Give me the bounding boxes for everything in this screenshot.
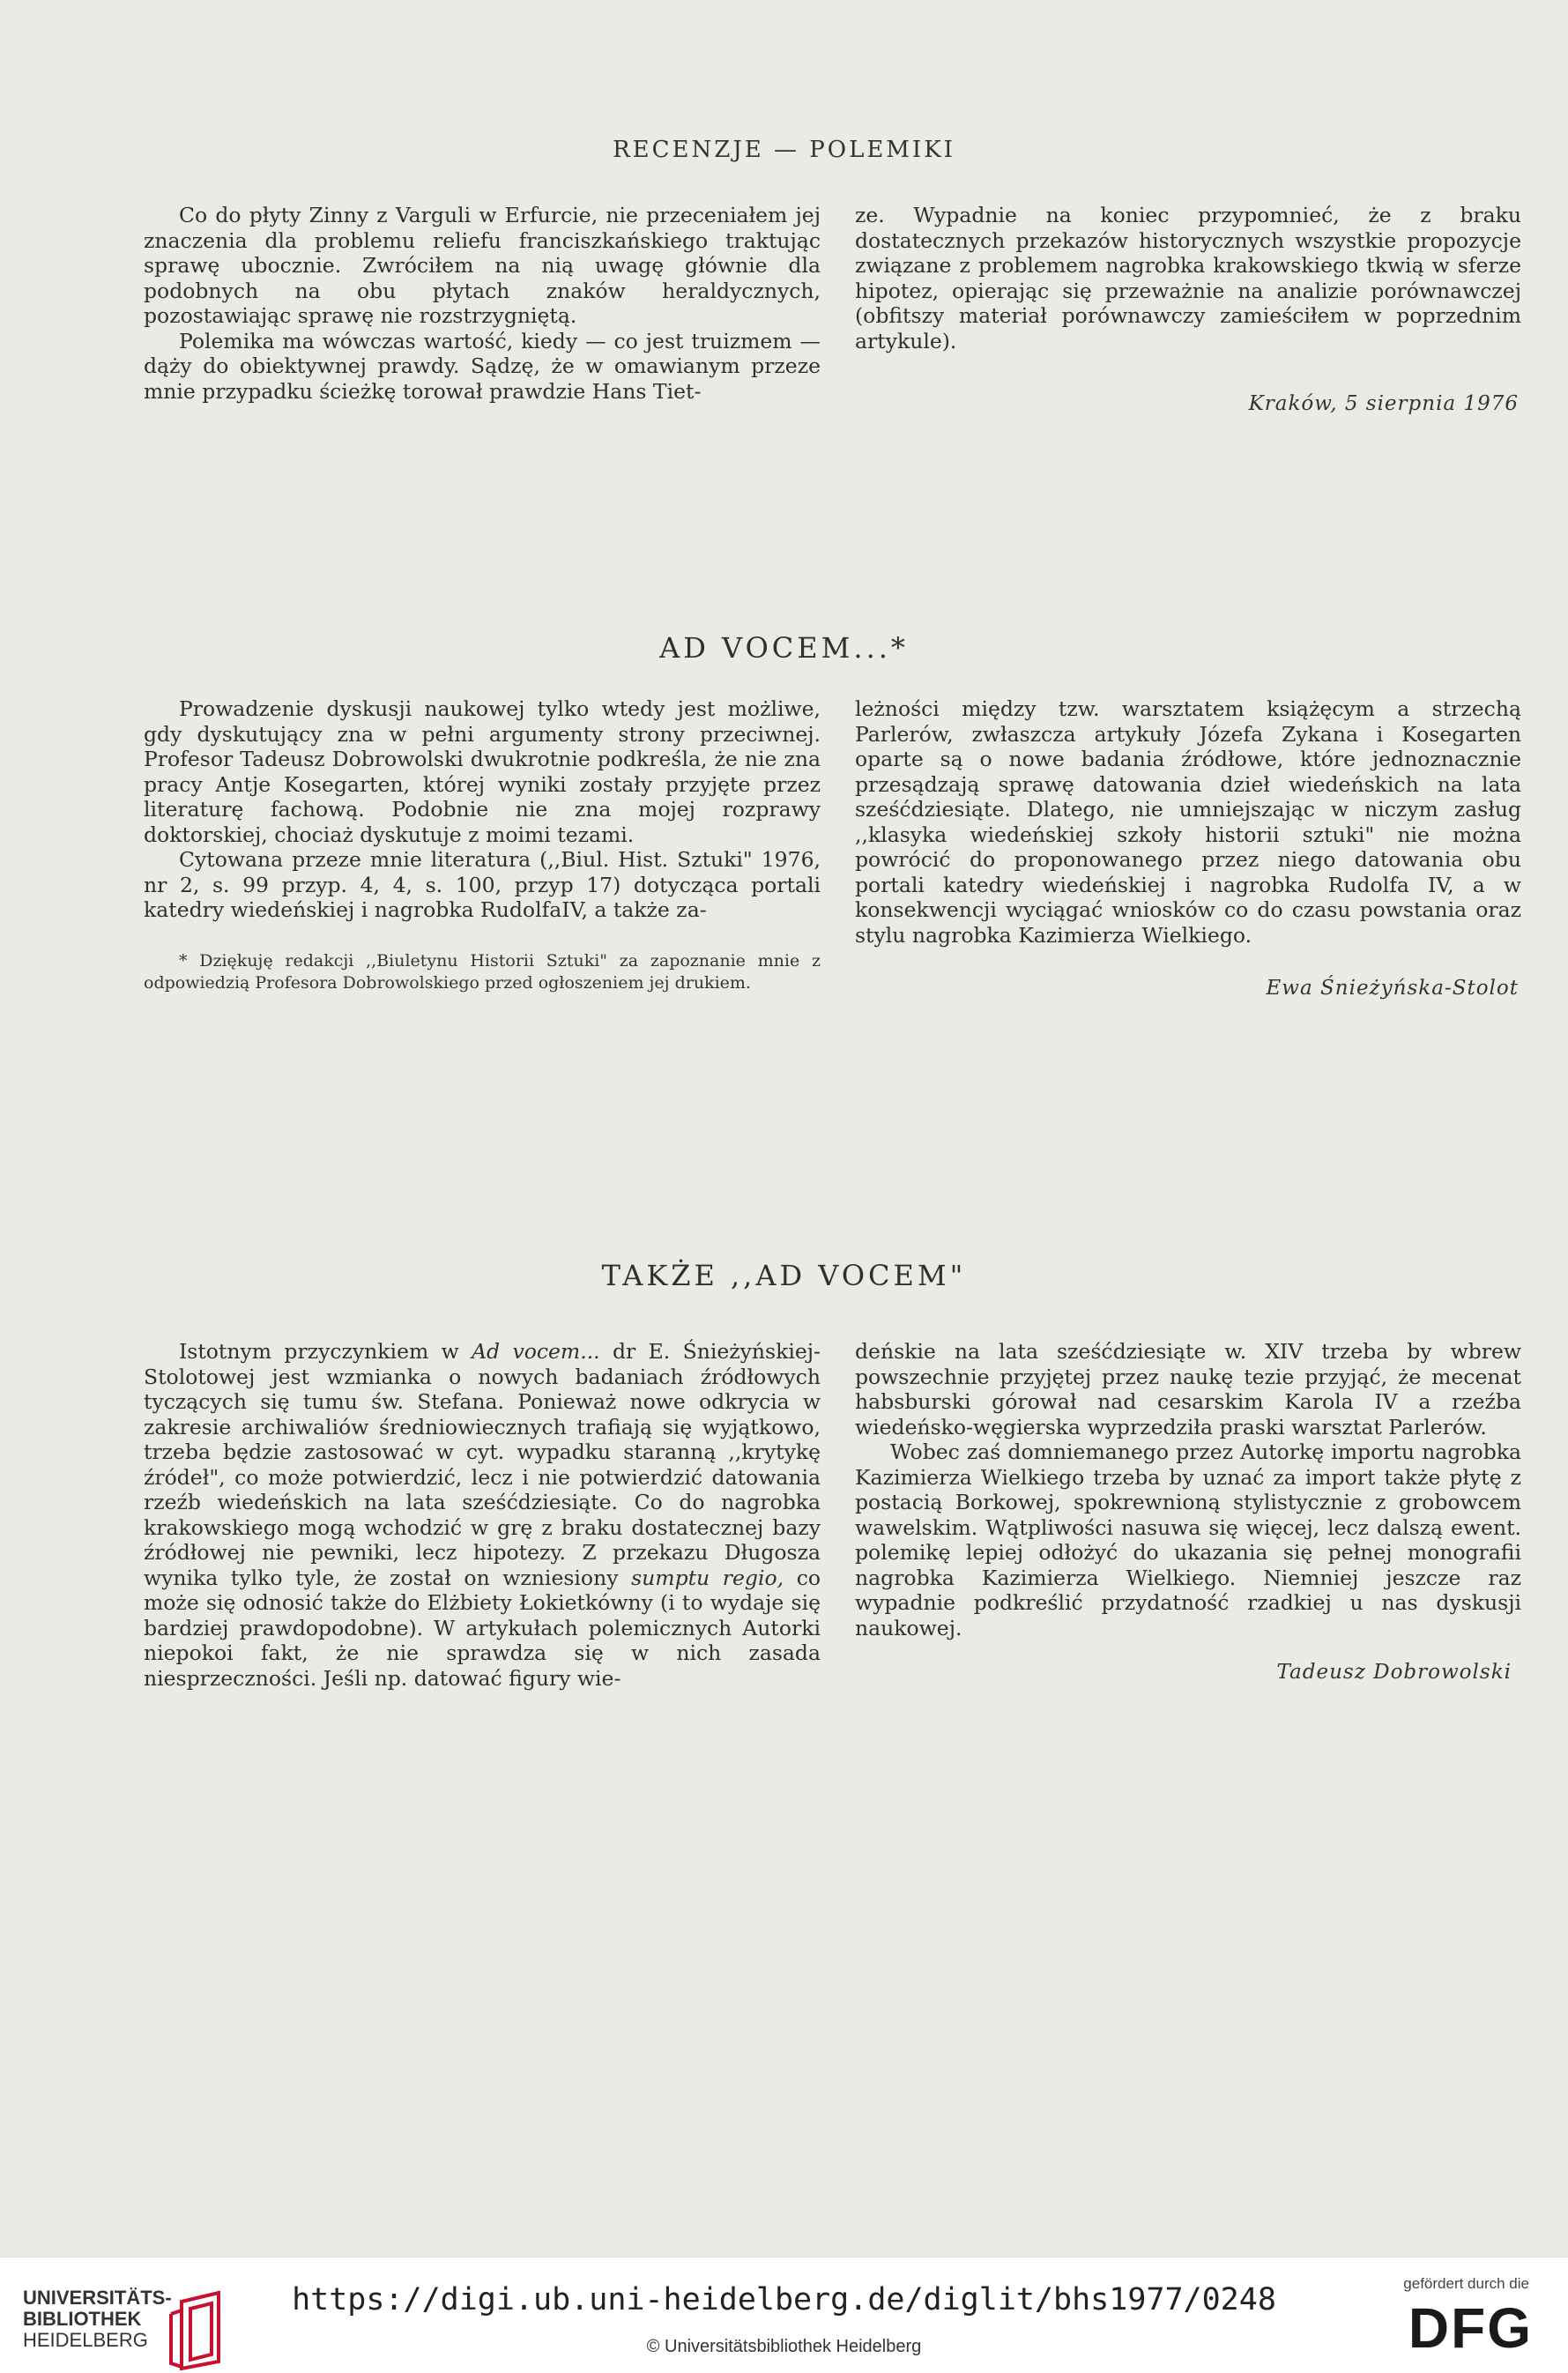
italic-title: Ad vocem... [472, 1339, 600, 1364]
paragraph: Polemika ma wówczas wartość, kiedy — co jest truizmem — dąży do obiektywnej prawdy. Sądzę, że w omawianym przeze mnie przypadku ścieżkę torował prawdzie Hans Tiet- [144, 328, 821, 404]
paragraph: leżności między tzw. warsztatem książęcym a strzechą Parlerów, zwłaszcza artykuły Józefa Zykana i Kosegarten oparte są o nowe badania źródłowe, które jednoznacznie przesądzają sprawę datowania dzieł wiedeńskich na lata sześćdziesiąte. Dlatego, nie umniejszając w niczym zasług ,,klasyka wiedeńskiej szkoły historii sztuki" nie można powrócić do proponowanego przez niego datowania obu portali katedry wiedeńskiej i nagrobka Rudolfa IV, a w konsekwencji wyciągać wniosków co do czasu powstania oraz stylu nagrobka Kazimierza Wielkiego. [855, 696, 1521, 948]
permalink-url[interactable]: https://digi.ub.uni-heidelberg.de/diglit/bhs1977/0248 [292, 2282, 1276, 2317]
italic-latin-phrase: sumptu regio, [631, 1565, 784, 1590]
paragraph: Co do płyty Zinny z Varguli w Erfurcie, nie przeceniałem jej znaczenia dla problemu reliefu franciszkańskiego traktując sprawę ubocznie. Zwróciłem na nią uwagę głównie dla podobnych na obu płytach znaków heraldycznych, pozostawiając sprawę nie rozstrzygniętą. [144, 203, 821, 328]
footer-banner [0, 2257, 1568, 2373]
copyright-notice: © Universitätsbibliothek Heidelberg [646, 2337, 922, 2356]
paragraph: Cytowana przeze mnie literatura (,,Biul. Hist. Sztuki" 1976, nr 2, s. 99 przyp. 4, 4, s. 100, przyp 17) dotycząca portali katedry wiedeńskiej i nagrobka RudolfaIV, a także za- [144, 847, 821, 922]
section-title-ad-vocem: AD VOCEM...* [659, 631, 909, 665]
footnote-text: * Dziękuję redakcji ,,Biuletynu Historii Sztuki" za zapoznanie mnie z odpowiedzią Profesora Dobrowolskiego przed ogłoszeniem jej drukiem. [144, 951, 821, 993]
section1-left-column [144, 203, 821, 404]
section2-right-column [855, 696, 1521, 948]
signature-krakow-date: Kraków, 5 sierpnia 1976 [1248, 392, 1519, 415]
footnote [144, 950, 821, 994]
library-line-3: HEIDELBERG [23, 2329, 148, 2351]
text-run: co może się odnosić także do Elżbiety Łokietkówny (i to wydaje się bardziej prawdopodobne). W artykułach polemicznych Autorki niepokoi fakt, że nie sprawdza się w nich zasada niesprzeczności. Jeśli np. datować figury wie- [144, 1565, 821, 1691]
library-line-1: UNIVERSITÄTS- [23, 2287, 172, 2309]
paragraph: Wobec zaś domniemanego przez Autorkę importu nagrobka Kazimierza Wielkiego trzeba by uznać za import także płytę z postacią Borkowej, spokrewnioną stylistycznie z grobowcem wawelskim. Wątpliwości nasuwa się więcej, lecz dalszą ewent. polemikę lepiej odłożyć do ukazania się pełnej monografii nagrobka Kazimierza Wielkiego. Niemniej jeszcze raz wypadnie podkreślić przydatność rzadkiej u nas dyskusji naukowej. [855, 1439, 1521, 1640]
text-run: Istotnym przyczynkiem w [179, 1339, 472, 1364]
signature-dobrowolski: Tadeusz Dobrowolski [1276, 1661, 1512, 1684]
text-run: dr E. Śnieżyńskiej-Stolotowej jest wzmianka o nowych badaniach źródłowych tyczących się tumu św. Stefana. Ponieważ nowe odkrycia w zakresie archiwaliów średniowiecznych trafiają się wyjątkowo, trzeba będzie zastosować w cyt. wypadku staranną ,,krytykę źródeł", co może potwierdzić, lecz i nie potwierdzić datowania rzeźb wiedeńskich na lata sześćdziesiąte. Co do nagrobka krakowskiego mogą wchodzić w grę z braku dostatecznej bazy źródłowej nie pewniki, lecz hipotezy. Z przekazu Długosza wynika tylko tyle, że został on wzniesiony [144, 1339, 821, 1590]
section1-right-column [855, 203, 1521, 353]
paragraph [144, 1339, 821, 1691]
paragraph: ze. Wypadnie na koniec przypomnieć, że z braku dostatecznych przekazów historycznych wszystkie propozycje związane z problemem nagrobka krakowskiego tkwią w sferze hipotez, opierając się przeważnie na analizie porównawczej (obfitszy materiał porównawczy zamieściłem w poprzednim artykule). [855, 203, 1521, 353]
section-title-takze-ad-vocem: TAKŻE ,,AD VOCEM" [601, 1259, 967, 1292]
dfg-logo[interactable]: DFG [1408, 2296, 1533, 2360]
section2-left-column [144, 696, 821, 923]
section3-left-column [144, 1339, 821, 1691]
library-line-2: BIBLIOTHEK [23, 2308, 142, 2330]
funded-by-label: gefördert durch die [1403, 2275, 1529, 2292]
running-head: RECENZJE — POLEMIKI [613, 137, 955, 163]
paragraph: Prowadzenie dyskusji naukowej tylko wtedy jest możliwe, gdy dyskutujący zna w pełni argumenty strony przeciwnej. Profesor Tadeusz Dobrowolski dwukrotnie podkreśla, że nie zna pracy Antje Kosegarten, której wyniki zostały przyjęte przez literaturę fachową. Podobnie nie zna mojej rozprawy doktorskiej, chociaż dyskutuje z moimi tezami. [144, 696, 821, 847]
signature-sniezynska-stolot: Ewa Śnieżyńska-Stolot [1266, 977, 1519, 1000]
section3-right-column [855, 1339, 1521, 1640]
paragraph: deńskie na lata sześćdziesiąte w. XIV trzeba by wbrew powszechnie przyjętej przez naukę tezie przyjąć, że mecenat habsburski górował nad cesarskim Karola IV a rzeźba wiedeńsko-węgierska wyprzedziła praski warsztat Parlerów. [855, 1339, 1521, 1439]
